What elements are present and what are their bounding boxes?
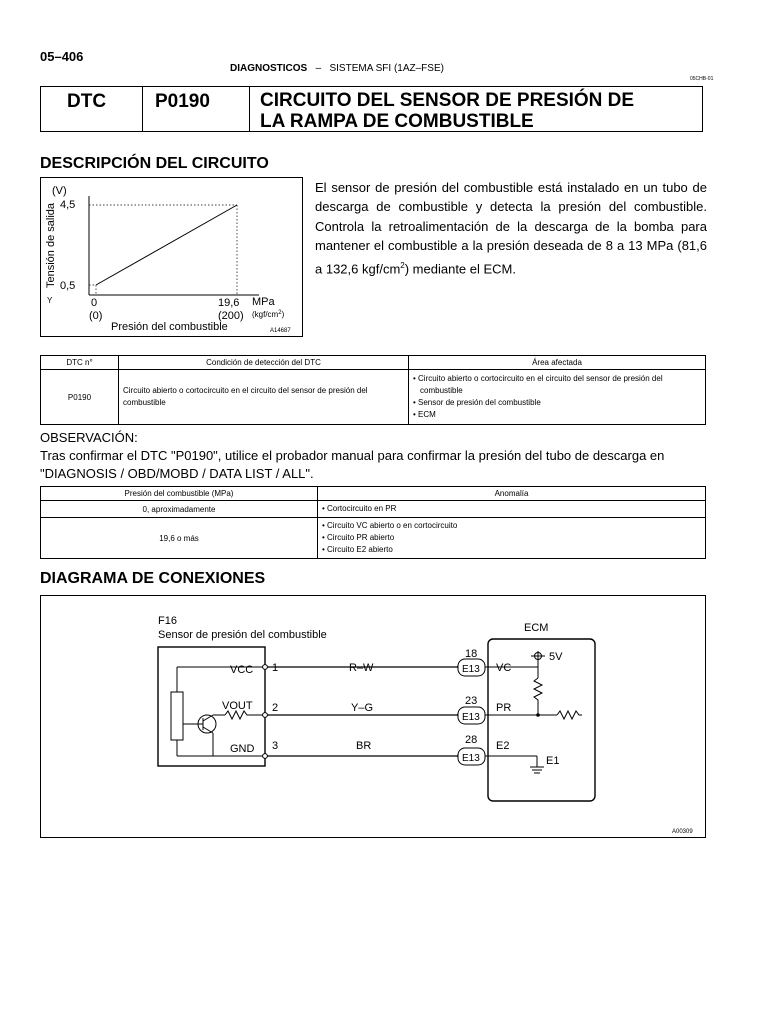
sensor-terminal-vout: VOUT: [222, 700, 253, 712]
dtc-title-line2: LA RAMPA DE COMBUSTIBLE: [260, 111, 534, 132]
x-tick-1: 19,6: [218, 297, 240, 309]
ecm-terminal-pr: PR: [496, 702, 512, 714]
x-unit-kgf: [252, 310, 285, 319]
output-resistor-icon: [225, 711, 265, 719]
input-resistor-icon: [557, 711, 582, 719]
pressure-table-header: [41, 487, 706, 501]
ecm-pin-number-23: 23: [465, 695, 478, 707]
sensor-voltage-chart: [40, 177, 303, 337]
pullup-resistor-icon: [534, 678, 542, 715]
dtc-table-col-area: Área afectada: [409, 356, 706, 370]
chart-svg: [41, 178, 304, 338]
fault-item: • Circuito VC abierto o en cortocircuito: [322, 521, 458, 530]
fault-item: • Cortocircuito en PR: [322, 504, 397, 513]
sensor-id: F16: [158, 615, 177, 627]
ecm-pin-number-28: 28: [465, 734, 478, 746]
connector-label: E13: [462, 664, 480, 675]
chart-figure-code: A14687: [270, 328, 291, 334]
pressure-table-row: [41, 501, 706, 518]
doc-code: 05CHB-01: [690, 76, 714, 82]
sensor-terminal-vcc: VCC: [230, 664, 254, 676]
dtc-table-col-condition: Condición de detección del DTC: [119, 356, 409, 370]
pressure-table: [40, 486, 706, 559]
sensor-pin-1: [263, 665, 268, 670]
ground-label: E1: [546, 755, 560, 767]
data-series-line: [96, 205, 237, 285]
fault-item: • Circuito PR abierto: [322, 533, 395, 542]
affected-area-item: • ECM: [413, 410, 436, 419]
wire-color-1: R–W: [349, 662, 374, 674]
pressure-value: 0, aproximadamente: [41, 501, 318, 518]
dtc-label: DTC: [41, 87, 143, 131]
pin-number-3: 3: [272, 740, 279, 752]
y-axis-label: Tensión de salida: [45, 202, 57, 288]
diagram-figure-code: A00309: [672, 829, 693, 835]
pin-number-2: 2: [272, 702, 279, 714]
dtc-table-row: [41, 370, 706, 425]
ecm-terminal-vc: VC: [496, 662, 512, 674]
affected-area-item: • Sensor de presión del combustible: [413, 398, 541, 407]
ecm-pin-number-18: 18: [465, 648, 478, 660]
header-dash: –: [315, 63, 322, 74]
dtc-title-line1: CIRCUITO DEL SENSOR DE PRESIÓN DE: [260, 90, 635, 111]
observation-text: Tras confirmar el DTC "P0190", utilice el probador manual para confirmar la presión del tubo de descarga en "DIAGNOSIS / OBD/MOBD / DATA LIST / ALL".: [40, 448, 665, 481]
circuit-description-text: [315, 178, 707, 278]
fault-item: • Circuito E2 abierto: [322, 545, 393, 554]
dtc-title: [250, 87, 702, 131]
y-tick-min: 0,5: [60, 280, 76, 292]
pressure-table-col-pressure: Presión del combustible (MPa): [41, 487, 318, 501]
ecm-terminal-e2: E2: [496, 740, 510, 752]
pressure-table-col-fault: Anomalía: [318, 487, 706, 501]
dtc-title-box: [40, 86, 703, 132]
observation-title: OBSERVACIÓN:: [40, 430, 138, 445]
description-superscript: 2: [400, 260, 405, 270]
pressure-faults: [318, 501, 706, 518]
x-axis-label: Presión del combustible: [111, 321, 228, 333]
pin-number-1: 1: [272, 662, 279, 674]
sensor-name: Sensor de presión del combustible: [158, 629, 327, 641]
x-unit-kgf-sup: 2: [278, 310, 282, 316]
description-body: El sensor de presión del combustible está instalado en un tubo de descarga de combustible y detecta la presión del combustible. Controla la retroalimentación de la descarga de la bomba para mantener el combustible a la presión deseada de 8 a 13 MPa (81,6 a 132,6 kgf/cm: [315, 180, 707, 276]
description-tail: ) mediante el ECM.: [404, 260, 516, 276]
affected-area-item: • Circuito abierto o cortocircuito en el circuito del sensor de presión del combustible: [413, 374, 663, 395]
page-number: 05–406: [40, 49, 84, 64]
wire-color-2: Y–G: [351, 702, 374, 714]
dtc-table-areas: [409, 370, 706, 425]
y-unit: (V): [52, 185, 67, 197]
x-tick-1-sub: (200): [218, 310, 244, 322]
wiring-svg: [41, 596, 707, 839]
transistor-emitter: [203, 727, 213, 733]
junction-dot: [536, 713, 540, 717]
x-unit-kgf-base: (kgf/cm: [252, 310, 279, 319]
x-tick-0-sub: (0): [89, 310, 103, 322]
wiring-diagram: [40, 595, 706, 838]
x-unit-kgf-close: ): [281, 310, 285, 319]
sensor-pin-3: [263, 754, 268, 759]
header-system: SISTEMA SFI (1AZ–FSE): [329, 63, 444, 74]
pressure-value: 19,6 o más: [41, 518, 318, 559]
x-tick-0: 0: [91, 297, 98, 309]
pressure-table-row: [41, 518, 706, 559]
dtc-table-header: [41, 356, 706, 370]
transistor-collector: [203, 715, 213, 721]
connector-label: E13: [462, 753, 480, 764]
ecm-label: ECM: [524, 622, 549, 634]
potentiometer-icon: [171, 692, 183, 740]
pressure-faults: [318, 518, 706, 559]
dtc-table: [40, 355, 706, 425]
dtc-table-col-code: DTC n°: [41, 356, 119, 370]
wiring-diagram-heading: DIAGRAMA DE CONEXIONES: [40, 570, 266, 587]
sensor-pin-2: [263, 713, 268, 718]
dtc-table-condition: Circuito abierto o cortocircuito en el circuito del sensor de presión del combustible: [119, 370, 409, 425]
running-header: [230, 63, 444, 74]
dtc-table-code: P0190: [41, 370, 119, 425]
y-axis-letter: Y: [47, 296, 53, 305]
connector-label: E13: [462, 712, 480, 723]
supply-voltage: 5V: [549, 651, 563, 663]
sensor-terminal-gnd: GND: [230, 743, 255, 755]
dtc-code: P0190: [143, 87, 250, 131]
x-unit-mpa: MPa: [252, 296, 275, 308]
y-tick-max: 4,5: [60, 199, 76, 211]
header-section: DIAGNOSTICOS: [230, 63, 308, 74]
wire-color-3: BR: [356, 740, 372, 752]
circuit-description-heading: DESCRIPCIÓN DEL CIRCUITO: [40, 155, 269, 172]
